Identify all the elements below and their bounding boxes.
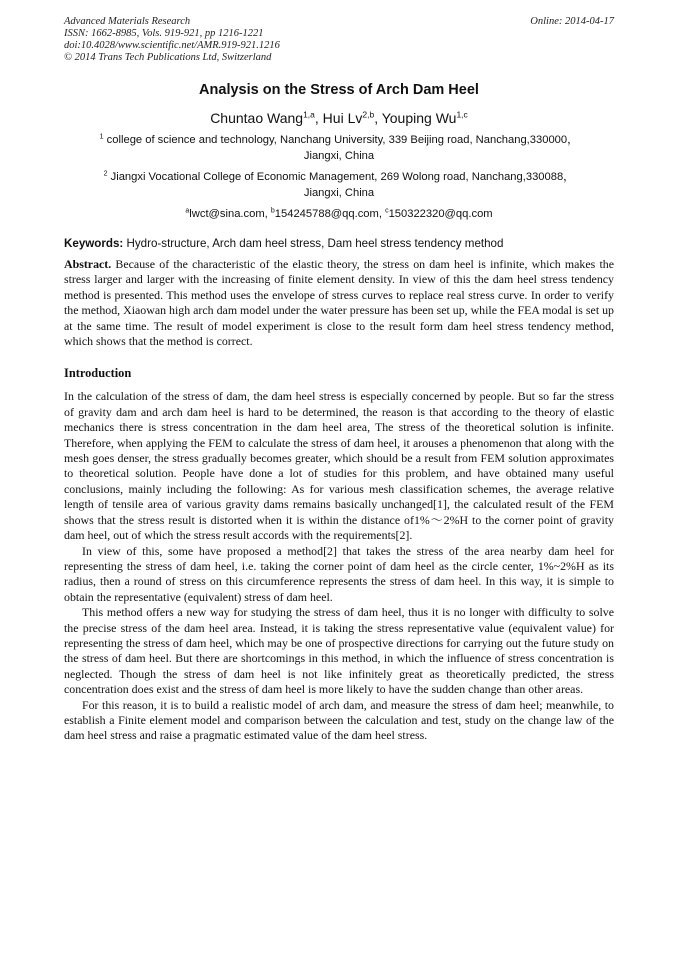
paragraph: This method offers a new way for studying the stress of dam heel, thus it is no longer with difficulty to solve the precise stress of the dam heel area. Instead, it is taking the stress representative value (equivalent value) for representing the stress of dam heel, which may be one of prospective directions for carrying out the future study on the stress of dam heel. But there are shortcomings in this method, in which the influence of stress concentration is neglected. Though the stress of dam heel is not like infinitely great as theoretically predicted, the stress concentration does exist and the stress of dam heel is more likely to have the sudden change than other areas. bbox=[64, 605, 614, 697]
author-name: Chuntao Wang bbox=[210, 110, 304, 126]
abstract bbox=[64, 257, 614, 349]
paragraph: In view of this, some have proposed a method[2] that takes the stress of the area nearby dam heel for representing the stress of dam heel, i.e. taking the corner point of dam heel as the circle center, 1%~2%H as its radius, then a round of stress on this circumference represents the stress of dam heel. In this way, it is simple to obtain the representative (equivalent) stress of dam heel. bbox=[64, 543, 614, 604]
affiliation-2 bbox=[64, 169, 614, 201]
doi-line[interactable]: doi:10.4028/www.scientific.net/AMR.919-921.1216 bbox=[64, 40, 280, 51]
author-separator: , bbox=[314, 110, 323, 126]
email-mark: a bbox=[185, 207, 190, 215]
issn-line: ISSN: 1662-8985, Vols. 919-921, pp 1216-1221 bbox=[64, 28, 264, 39]
journal-name: Advanced Materials Research bbox=[64, 16, 191, 27]
affiliation-location: Jiangxi, China bbox=[303, 150, 375, 162]
author-name: Hui Lv bbox=[322, 110, 363, 126]
affiliation-location: Jiangxi, China bbox=[303, 187, 375, 199]
author-name: Youping Wu bbox=[381, 110, 457, 126]
email-address[interactable]: 154245788@qq.com, bbox=[274, 208, 386, 220]
copyright-line: © 2014 Trans Tech Publications Ltd, Switzerland bbox=[64, 52, 272, 63]
online-date: Online: 2014-04-17 bbox=[530, 16, 614, 27]
email-mark: c bbox=[385, 207, 389, 215]
email-list bbox=[64, 207, 614, 222]
email-mark: b bbox=[270, 207, 275, 215]
author-affil-mark: 1,c bbox=[456, 109, 468, 120]
affiliation-mark: 2 bbox=[103, 170, 108, 178]
keywords bbox=[64, 236, 614, 251]
journal-header bbox=[64, 16, 614, 64]
paragraph: For this reason, it is to build a realistic model of arch dam, and measure the stress of dam heel; meanwhile, to establish a Finite element model and comparison between the calculation and test, study on the change law of the dam heel stress and raise a pragmatic estimated value of the dam heel stress. bbox=[64, 697, 614, 743]
author-affil-mark: 2,b bbox=[362, 109, 375, 120]
section-heading-introduction: Introduction bbox=[64, 366, 132, 381]
abstract-text: Because of the characteristic of the elastic theory, the stress on dam heel is infinite, which makes the stress larger and larger with the increasing of finite element density. In view of this the dam heel stress tendency method is presented. This method uses the envelope of stress curves to replace real stress curve. In order to verify the method, Xiaowan high arch dam model under the water pressure has been set up, while the FEA modal is set up at the same time. The result of model experiment is close to the result form dam heel stress tendency method, which shows that the method is correct. bbox=[64, 257, 614, 349]
author-separator: , bbox=[374, 110, 382, 126]
affiliation-mark: 1 bbox=[99, 133, 104, 141]
email-address[interactable]: lwct@sina.com, bbox=[189, 208, 271, 220]
keywords-label: Keywords: bbox=[64, 237, 124, 250]
email-address[interactable]: 150322320@qq.com bbox=[388, 208, 493, 220]
paper-title: Analysis on the Stress of Arch Dam Heel bbox=[199, 82, 479, 98]
paragraph: In the calculation of the stress of dam, the dam heel stress is especially concerned by people. But so far the stress of gravity dam and arch dam heel is hard to be determined, the reason is that according to the theory of elastic mechanics there is stress concentration in the dam heel area, The stress of the theoretical solution is infinite. Therefore, when applying the FEM to calculate the stress of dam heel, it arouses a phenomenon that along with the mesh goes denser, the stress gradually becomes greater, which should be a result from FEM solution approximates to theoretical solution. People have done a lot of studies for this problem, and have obtained many useful conclusions, mainly including the following: As for various mesh classification schemes, the average relative length of tensile area of various gravity dams remains basically unchanged[1], the calculated result of the FEM shows that the stress result is distorted when it is within the distance of1%～2%H to the corner point of gravity dam heel, out of which the stress result accords with the requirements[2]. bbox=[64, 389, 614, 543]
affiliation-1 bbox=[64, 132, 614, 164]
affiliation-text: Jiangxi Vocational College of Economic Management, 269 Wolong road, Nanchang,330088， bbox=[107, 171, 575, 183]
author-affil-mark: 1,a bbox=[303, 109, 315, 120]
author-list bbox=[64, 109, 614, 127]
keywords-text: Hydro-structure, Arch dam heel stress, Dam heel stress tendency method bbox=[123, 237, 504, 250]
abstract-label: Abstract. bbox=[64, 257, 112, 271]
affiliation-text: college of science and technology, Nanchang University, 339 Beijing road, Nanchang,330000， bbox=[103, 134, 579, 146]
